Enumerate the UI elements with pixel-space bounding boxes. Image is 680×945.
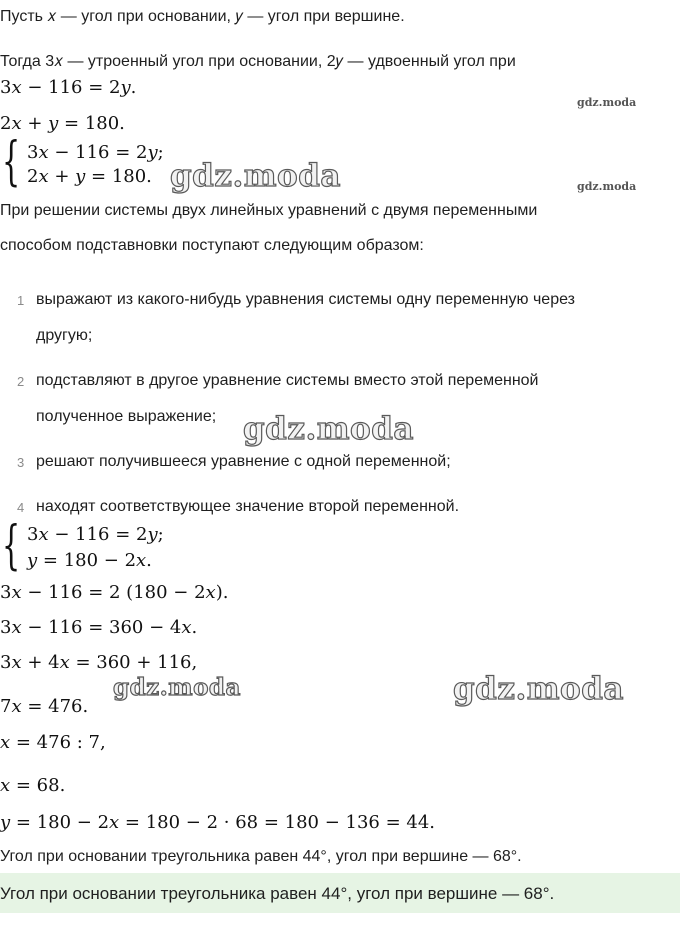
list-item-number: 2 bbox=[17, 374, 25, 389]
list-item-text: подставляют в другое уравнение системы вместо этой переменной bbox=[36, 372, 539, 389]
answer-text: Угол при основании треугольника равен 44°, угол при вершине — 68°. bbox=[0, 884, 555, 903]
system1-row-1: 3𝑥 − 116 = 2𝑦; bbox=[27, 142, 164, 163]
list-item-text: находят соответствующее значение второй переменной. bbox=[36, 498, 460, 515]
watermark-1: gdz.moda bbox=[170, 158, 341, 194]
system2-row-2: 𝑦 = 180 − 2𝑥. bbox=[27, 550, 152, 571]
equation-2: 2𝑥 + 𝑦 = 180. bbox=[0, 113, 125, 134]
system-brace-2: { bbox=[2, 516, 21, 576]
solution-line-4: 7𝑥 = 476. bbox=[0, 696, 89, 717]
list-item-number: 4 bbox=[17, 500, 25, 515]
solution-line-5: 𝑥 = 476 : 7, bbox=[0, 732, 106, 753]
solution-line-3: 3𝑥 + 4𝑥 = 360 + 116, bbox=[0, 652, 198, 673]
watermark-2: gdz.moda bbox=[243, 411, 414, 447]
solution-line-2: 3𝑥 − 116 = 360 − 4𝑥. bbox=[0, 617, 198, 638]
system1-row-2: 2𝑥 + 𝑦 = 180. bbox=[27, 166, 152, 187]
solution-line-7: 𝑦 = 180 − 2𝑥 = 180 − 2 · 68 = 180 − 136 = 44. bbox=[0, 812, 436, 833]
list-item-text: решают получившееся уравнение с одной переменной; bbox=[36, 453, 451, 470]
list-item-number: 3 bbox=[17, 455, 25, 470]
result-text: Угол при основании треугольника равен 44°, угол при вершине — 68°. bbox=[0, 848, 522, 865]
system-brace-1: { bbox=[2, 132, 21, 192]
answer-box bbox=[0, 873, 680, 913]
list-item-number: 1 bbox=[17, 293, 25, 308]
method-line-1: При решении системы двух линейных уравнений с двумя переменными bbox=[0, 202, 538, 219]
intro-line-2: Тогда 3𝑥 — утроенный угол при основании, 2𝑦 — удвоенный угол при bbox=[0, 53, 516, 70]
system2-row-1: 3𝑥 − 116 = 2𝑦; bbox=[27, 524, 164, 545]
solution-line-6: 𝑥 = 68. bbox=[0, 775, 66, 796]
equation-1: 3𝑥 − 116 = 2𝑦. bbox=[0, 77, 137, 98]
watermark-small-2: gdz.moda bbox=[577, 180, 637, 193]
method-line-2: способом подставновки поступают следующим образом: bbox=[0, 237, 424, 254]
watermark-4: gdz.moda bbox=[453, 671, 624, 707]
watermark-small-1: gdz.moda bbox=[577, 96, 637, 109]
list-item-text: выражают из какого-нибудь уравнения системы одну переменную через bbox=[36, 291, 575, 308]
list-item-text-cont: другую; bbox=[36, 327, 93, 344]
watermark-3: gdz.moda bbox=[113, 674, 241, 701]
intro-line-1: Пусть 𝑥 — угол при основании, 𝑦 — угол при вершине. bbox=[0, 8, 405, 25]
solution-line-1: 3𝑥 − 116 = 2 (180 − 2𝑥). bbox=[0, 582, 229, 603]
list-item-text-cont: полученное выражение; bbox=[36, 408, 217, 425]
